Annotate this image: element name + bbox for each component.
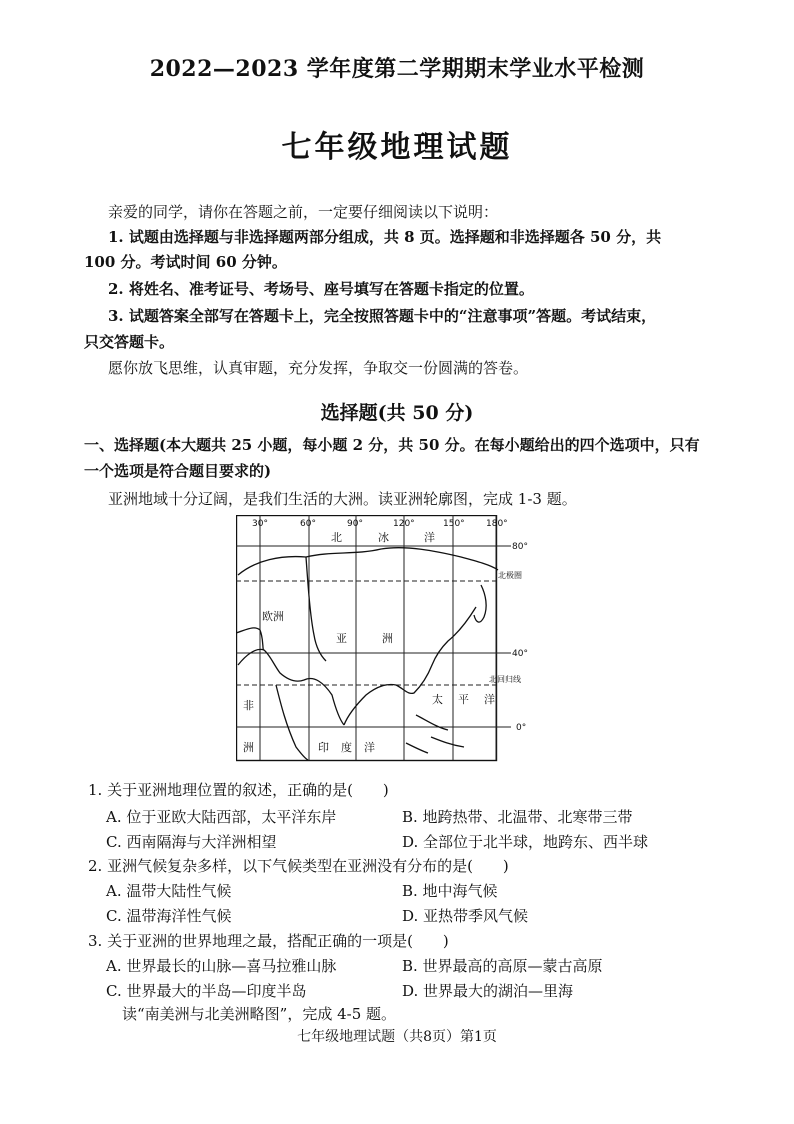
lat-label: 80°	[512, 542, 528, 552]
map-label-europe: 欧洲	[262, 610, 284, 623]
map-label-indian-ocean: 度	[341, 741, 352, 754]
question-3-option-d: D. 世界最大的湖泊—里海	[402, 982, 574, 1000]
lon-label: 180°	[486, 519, 508, 529]
exam-title: 2022—2023 学年度第二学期期末学业水平检测	[149, 56, 645, 82]
map-label-arctic-ocean: 冰	[378, 531, 389, 544]
lat-label: 0°	[516, 723, 527, 733]
lon-label: 150°	[443, 519, 465, 529]
lon-label: 30°	[252, 519, 268, 529]
question-1-option-a: A. 位于亚欧大陆西部，太平洋东岸	[106, 808, 337, 826]
question-1-option-d: D. 全部位于北半球，地跨东、西半球	[402, 833, 649, 851]
question-2-option-b: B. 地中海气候	[402, 882, 498, 900]
lat-label: 40°	[512, 649, 528, 659]
map-label-indian-ocean: 洋	[364, 741, 375, 754]
tropic-of-cancer-label: 北回归线	[489, 675, 521, 684]
instruction-item-3-cont: 只交答题卡。	[84, 333, 175, 351]
question-group-stem: 亚洲地域十分辽阔，是我们生活的大洲。读亚洲轮廓图，完成 1-3 题。	[108, 490, 577, 508]
question-1-stem: 1. 关于亚洲地理位置的叙述，正确的是( )	[88, 781, 389, 799]
asia-outline-map	[236, 515, 531, 765]
subject-title: 七年级地理试题	[281, 130, 513, 165]
arctic-circle-label: 北极圈	[498, 571, 522, 580]
instructions-intro: 亲爱的同学，请你在答题之前，一定要仔细阅读以下说明：	[108, 203, 499, 221]
question-1-option-c: C. 西南隔海与大洋洲相望	[106, 833, 277, 851]
section-desc: 一、选择题(本大题共 25 小题，每小题 2 分，共 50 分。在每小题给出的四个选项中，只有	[84, 436, 700, 454]
map-label-africa: 洲	[243, 741, 254, 754]
question-2-option-d: D. 亚热带季风气候	[402, 907, 529, 925]
instruction-item-2: 2. 将姓名、准考证号、考场号、座号填写在答题卡指定的位置。	[108, 280, 534, 298]
map-label-pacific-ocean: 太	[432, 693, 443, 706]
instruction-item-1: 1. 试题由选择题与非选择题两部分组成，共 8 页。选择题和非选择题各 50 分，共	[108, 228, 662, 246]
map-label-africa: 非	[243, 699, 254, 712]
question-2-stem: 2. 亚洲气候复杂多样，以下气候类型在亚洲没有分布的是( )	[88, 857, 509, 875]
map-label-arctic-ocean: 洋	[424, 531, 435, 544]
question-2-option-c: C. 温带海洋性气候	[106, 907, 232, 925]
map-label-asia: 亚	[336, 632, 347, 645]
question-3-option-a: A. 世界最长的山脉—喜马拉雅山脉	[106, 957, 337, 975]
instructions-wish: 愿你放飞思维，认真审题，充分发挥，争取交一份圆满的答卷。	[108, 359, 529, 377]
section-desc-cont: 一个选项是符合题目要求的)	[84, 462, 272, 480]
question-2-option-a: A. 温带大陆性气候	[106, 882, 232, 900]
lon-label: 120°	[393, 519, 415, 529]
question-3-option-b: B. 世界最高的高原—蒙古高原	[402, 957, 603, 975]
instruction-item-3: 3. 试题答案全部写在答题卡上，完全按照答题卡中的“注意事项”答题。考试结束，	[108, 307, 657, 325]
next-question-group-stem: 读“南美洲与北美洲略图”，完成 4-5 题。	[122, 1005, 397, 1023]
map-label-arctic-ocean: 北	[331, 531, 342, 544]
lon-label: 60°	[300, 519, 316, 529]
question-3-stem: 3. 关于亚洲的世界地理之最，搭配正确的一项是( )	[88, 932, 449, 950]
map-label-pacific-ocean: 洋	[484, 693, 495, 706]
section-title: 选择题(共 50 分)	[320, 402, 474, 424]
page-footer: 七年级地理试题（共8页）第1页	[297, 1029, 497, 1045]
instruction-item-1-cont: 100 分。考试时间 60 分钟。	[84, 253, 287, 271]
map-label-pacific-ocean: 平	[458, 693, 469, 706]
question-1-option-b: B. 地跨热带、北温带、北寒带三带	[402, 808, 633, 826]
map-label-asia: 洲	[382, 632, 393, 645]
map-label-indian-ocean: 印	[318, 741, 329, 754]
question-3-option-c: C. 世界最大的半岛—印度半岛	[106, 982, 307, 1000]
lon-label: 90°	[347, 519, 363, 529]
